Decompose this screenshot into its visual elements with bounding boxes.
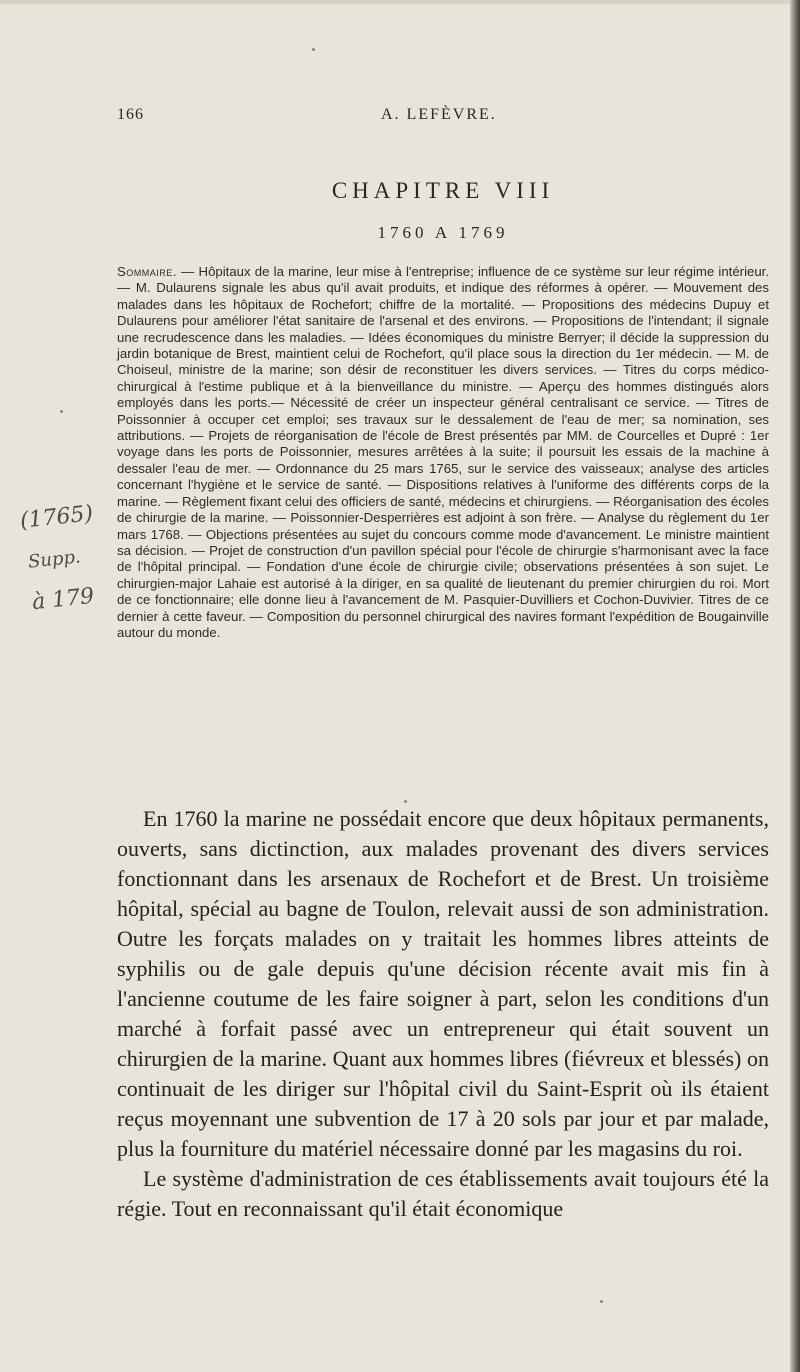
page-number: 166 [117,106,144,123]
book-spine-edge [790,0,800,1372]
chapter-summary [117,264,769,641]
paper-speck [312,48,315,51]
page-top-shade [0,0,790,4]
summary-lead: Sommaire. [117,264,177,279]
paper-speck [404,800,407,803]
margin-note-year: (1765) [18,501,95,534]
summary-text: — Hôpitaux de la marine, leur mise à l'entreprise; influence de ce système sur leur régime intérieur. — M. Dulaurens signale les abus qu'il avait produits, et indique des réformes à opérer. — Mouvement des malades dans les hôpitaux de Rochefort; chiffre de la mortalité. — Propositions des médecins Dupuy et Dulaurens pour améliorer l'état sanitaire de l'arsenal et des environs. — Propositions de l'intendant; il signale une recrudescence dans les maladies. — Idées économiques du ministre Berryer; il décide la suppression du jardin botanique de Brest, maintient celui de Rochefort, qu'il place sous la direction du 1er médecin. — M. de Choiseul, ministre de la marine; son désir de reconstituer les divers services. — Titres du corps médico-chirurgical à l'estime publique et à la bienveillance du ministre. — Aperçu des hommes distingués alors employés dans les ports.— Nécessité de créer un inspecteur général centralisant ce service. — Titres de Poissonnier à occuper cet emploi; ses travaux sur le dessalement de l'eau de mer; sa nomination, ses attributions. — Projets de réorganisation de l'école de Brest présentés par MM. de Courcelles et Dupré : 1er voyage dans les ports de Poissonnier, mesures arrêtées à la suite; il poursuit les essais de la machine à dessaler l'eau de mer. — Ordonnance du 25 mars 1765, sur le service des vaisseaux; analyse des articles concernant l'hygiène et le service de santé. — Dispositions relatives à l'uniforme des différents corps de la marine. — Règlement fixant celui des officiers de santé, médecins et chirurgiens. — Réorganisation des écoles de chirurgie de la marine. — Poissonnier-Desperrières est adjoint à son frère. — Analyse du règlement du 1er mars 1768. — Objections présentées au sujet du concours comme mode d'avancement. Le ministre maintient sa décision. — Projet de construction d'un pavillon spécial pour l'école de chirurgie s'harmonisant avec la face de l'hôpital principal. — Fondation d'une école de chirurgie civile; observations présentées à son sujet. Le chirurgien-major Lahaie est autorisé à la diriger, en sa qualité de lieutenant du premier chirurgien du roi. Mort de ce fonctionnaire; elle donne lieu à l'avancement de M. Pasquier-Duvilliers et Cochon-Duvivier. Titres de ce dernier à cette faveur. — Composition du personnel chirurgical des navires formant l'expédition de Bougainville autour du monde. [117,264,769,640]
running-head-author: A. LEFÈVRE. [381,106,497,123]
body-text [117,804,769,1224]
margin-note-range: à 179 [30,583,96,616]
handwritten-margin-notes [14,501,104,635]
chapter-dates: 1760 A 1769 [377,223,509,242]
margin-note-abbrev: Supp. [27,546,82,573]
paper-speck [60,410,63,413]
paper-speck [600,1300,603,1303]
chapter-title: CHAPITRE VIII [331,178,555,203]
body-paragraph-2: Le système d'administration de ces établissements avait toujours été la régie. Tout en reconnaissant qu'il était économique [117,1166,769,1221]
running-head [117,106,769,130]
body-paragraph-1: En 1760 la marine ne possédait encore que deux hôpitaux permanents, ouverts, sans dictinction, aux malades provenant des divers services fonctionnant dans les arsenaux de Rochefort et de Brest. Un troisième hôpital, spécial au bagne de Toulon, relevait aussi de son administration. Outre les forçats malades on y traitait les hommes libres atteints de syphilis ou de gale depuis qu'une décision récente avait mis fin à l'ancienne coutume de les faire soigner à part, selon les conditions d'un marché à forfait passé avec un entrepreneur qui était souvent un chirurgien de la marine. Quant aux hommes libres (fiévreux et blessés) on continuait de les diriger sur l'hôpital civil du Saint-Esprit où ils étaient reçus moyennant une subvention de 17 à 20 sols par jour et par malade, plus la fourniture du matériel nécessaire donné par les magasins du roi. [117,806,769,1161]
